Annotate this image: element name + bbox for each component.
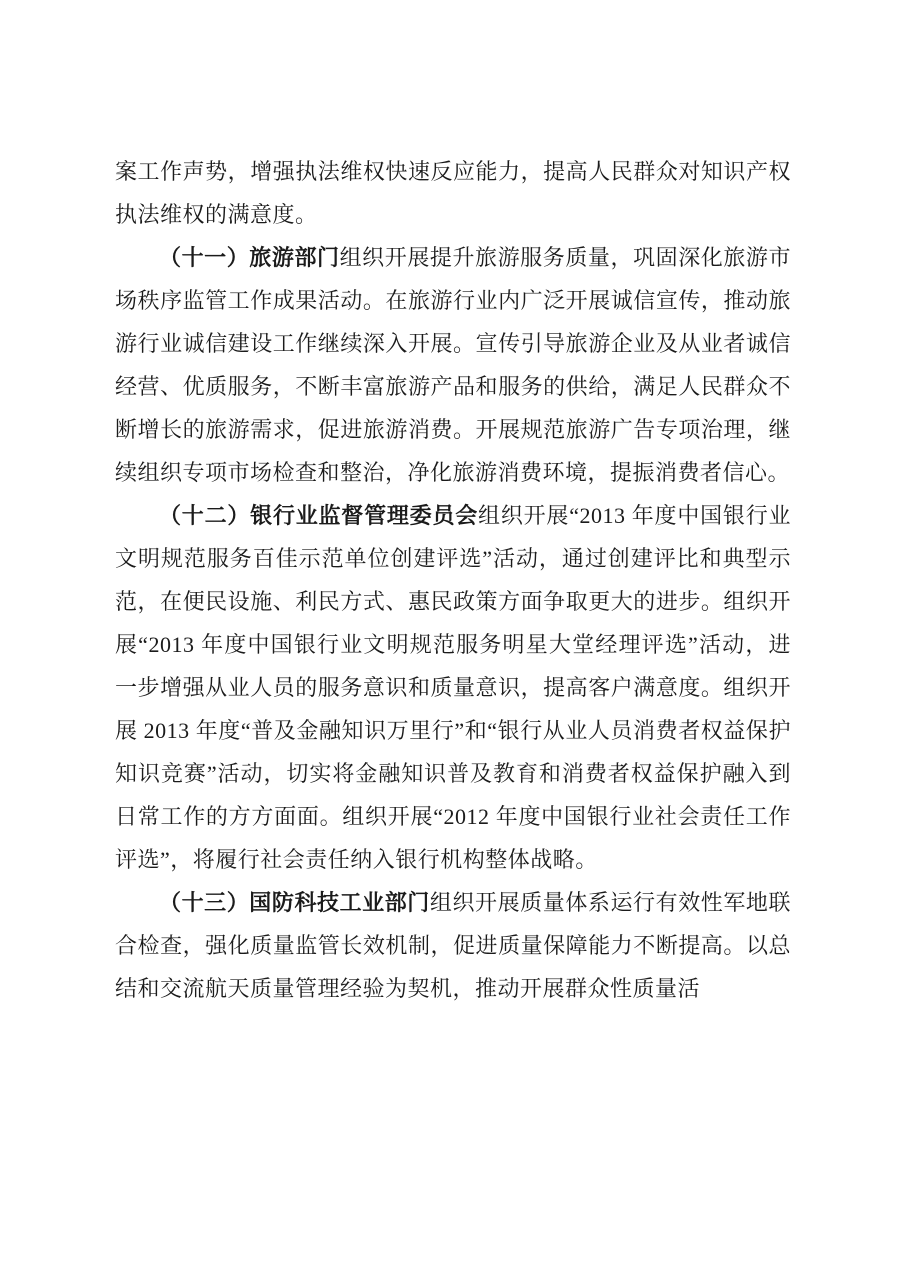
paragraph-section-12: [115, 494, 791, 881]
section-heading-12: （十二）银行业监督管理委员会: [159, 503, 479, 528]
paragraph-section-11: [115, 236, 791, 494]
paragraph-section-13: [115, 881, 791, 1010]
paragraph-continuation: [115, 150, 791, 236]
paragraph-text: 案工作声势，增强执法维权快速反应能力，提高人民群众对知识产权执法维权的满意度。: [115, 159, 791, 227]
paragraph-text: 组织开展“2013 年度中国银行业文明规范服务百佳示范单位创建评选”活动，通过创建评比和典型示范，在便民设施、利民方式、惠民政策方面争取更大的进步。组织开展“2013 年度中国银行业文明规范服务明星大堂经理评选”活动，进一步增强从业人员的服务意识和质量意识，提高客户满意度。组织开展 2013 年度“普及金融知识万里行”和“银行从业人员消费者权益保护知识竞赛”活动，切实将金融知识普及教育和消费者权益保护融入到日常工作的方方面面。组织开展“2012 年度中国银行业社会责任工作评选”，将履行社会责任纳入银行机构整体战略。: [115, 503, 791, 872]
document-text-block: [115, 150, 791, 1010]
paragraph-text: 组织开展质量体系运行有效性军地联合检查，强化质量监管长效机制，促进质量保障能力不断提高。以总结和交流航天质量管理经验为契机，推动开展群众性质量活: [115, 890, 791, 1001]
section-heading-11: （十一）旅游部门: [159, 245, 340, 270]
paragraph-text: 组织开展提升旅游服务质量，巩固深化旅游市场秩序监管工作成果活动。在旅游行业内广泛开展诚信宣传，推动旅游行业诚信建设工作继续深入开展。宣传引导旅游企业及从业者诚信经营、优质服务，不断丰富旅游产品和服务的供给，满足人民群众不断增长的旅游需求，促进旅游消费。开展规范旅游广告专项治理，继续组织专项市场检查和整治，净化旅游消费环境，提振消费者信心。: [115, 245, 791, 485]
section-heading-13: （十三）国防科技工业部门: [159, 890, 430, 915]
